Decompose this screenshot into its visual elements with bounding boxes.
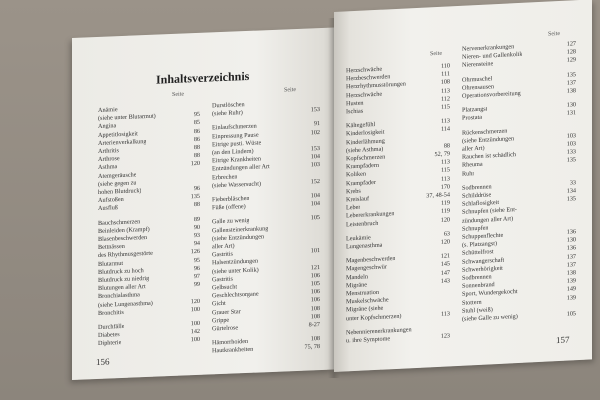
entry-page: 95: [193, 256, 200, 264]
entry-page: 153: [310, 106, 320, 114]
entry-page: 147: [440, 268, 450, 277]
entry-term: Magengeschwür: [346, 263, 387, 273]
entry-term: Arthrose: [98, 155, 120, 164]
entry-page: 88: [443, 142, 450, 150]
entry-page: 119: [440, 199, 450, 208]
entry-term: (siehe Galle zu wenig): [462, 313, 518, 323]
column-header: Seite: [548, 30, 560, 38]
entry-term: Lebererkrankungen: [346, 210, 395, 220]
entry-page: 105: [310, 280, 320, 288]
entry-page: 104: [310, 153, 320, 161]
entry-page: [573, 220, 576, 228]
entry-term: (siehe Wassersucht): [212, 180, 262, 190]
entry-term: Füße (offene): [212, 203, 246, 212]
page-title: Inhaltsverzeichnis: [156, 68, 250, 87]
entry-term: Anämie: [98, 106, 118, 114]
entry-page: 143: [440, 277, 450, 285]
entry-page: 120: [190, 297, 200, 305]
entry-term: Gelbsucht: [212, 283, 238, 292]
entry-page: 113: [440, 117, 450, 125]
entry-term: Ischias: [346, 107, 364, 116]
entry-term: Schuppenflechte: [462, 231, 504, 241]
entry-page: [447, 294, 450, 302]
entry-page: 130: [566, 101, 576, 109]
entry-page: 108: [310, 312, 320, 321]
entry-term: des Rhythmusgestörte: [98, 250, 153, 260]
entry-page: 101: [310, 247, 320, 255]
entry-page: 145: [440, 260, 450, 269]
entry-page: 108: [440, 78, 450, 87]
entry-term: aller Art): [462, 144, 485, 153]
entry-page: [447, 324, 450, 332]
entry-page: 127: [566, 40, 576, 48]
entry-page: 137: [566, 252, 576, 261]
entry-page: 99: [193, 281, 200, 289]
entry-term: Leukämie: [346, 234, 371, 243]
left-page: [72, 27, 334, 380]
entry-page: 126: [190, 248, 200, 256]
entry-page: 85: [193, 119, 200, 127]
page-number: 157: [556, 334, 570, 346]
entry-term: Herzbeschwerden: [346, 73, 391, 83]
entry-term: Muskelschwäche: [346, 296, 389, 306]
entry-page: 112: [440, 95, 450, 103]
entry-page: 152: [310, 177, 320, 186]
entry-page: 100: [190, 305, 200, 314]
entry-term: Rückenschmerzen: [462, 127, 508, 137]
entry-term: hohen Blutdruck): [98, 187, 142, 196]
entry-term: Mandeln: [346, 273, 368, 282]
entry-term: Leistenbruch: [346, 219, 379, 229]
entry-term: Schilddrüse: [462, 191, 492, 200]
entry-term: Gastritis: [212, 275, 233, 284]
entry-term: Nervenerkrankungen: [462, 43, 515, 53]
entry-page: 86: [193, 135, 200, 143]
entry-term: Gallensteinerkrankung: [212, 224, 269, 235]
entry-page: 108: [310, 335, 320, 343]
entry-term: Schwerhörigkeit: [462, 264, 503, 274]
entry-term: Kreislauf: [346, 195, 370, 204]
entry-page: 104: [310, 192, 320, 200]
entry-term: Beinleiden (Krampf): [98, 225, 150, 235]
entry-page: 135: [190, 193, 200, 201]
entry-page: 108: [310, 304, 320, 313]
entry-term: Lungenasthma: [346, 241, 383, 251]
entry-term: Hämorrhoiden: [212, 338, 249, 347]
entry-term: Sport, Wundergekocht: [462, 288, 518, 299]
entry-page: 139: [566, 277, 576, 285]
entry-term: Blasenbeschwerden: [98, 234, 148, 244]
entry-term: Krampfadern: [346, 162, 379, 171]
index-column: [98, 103, 200, 349]
entry-term: Nebennierenerkrankungen: [346, 326, 412, 337]
entry-term: Aufstoßen: [98, 196, 124, 205]
entry-term: Kinderlosigkeit: [346, 128, 385, 138]
entry-term: Gastritis: [212, 250, 233, 259]
index-column: [462, 40, 576, 324]
entry-term: Schlaflosigkeit: [462, 199, 500, 208]
entry-page: 115: [440, 103, 450, 111]
entry-page: 130: [566, 236, 576, 244]
entry-term: Einpressung Pause: [212, 131, 259, 140]
entry-term: Eitrige Krankheiten: [212, 155, 261, 165]
entry-page: [197, 103, 200, 111]
entry-page: 105: [310, 214, 320, 222]
entry-page: 113: [440, 158, 450, 167]
entry-page: 63: [443, 230, 450, 238]
entry-page: 137: [566, 78, 576, 87]
entry-page: 133: [566, 148, 576, 156]
entry-term: Bronchitis: [98, 308, 124, 317]
entry-term: Kältegefühl: [346, 121, 376, 130]
entry-page: 103: [310, 161, 320, 169]
entry-page: [197, 177, 200, 185]
entry-page: 88: [193, 201, 200, 209]
entry-term: Atemgeräusche: [98, 171, 137, 180]
entry-page: 33: [569, 179, 576, 187]
entry-page: 94: [193, 240, 200, 248]
entry-page: 139: [566, 293, 576, 302]
entry-term: Platzangst: [462, 105, 488, 114]
entry-page: 121: [440, 252, 450, 261]
entry-term: Asthma: [98, 163, 118, 172]
entry-term: zündungen aller Art): [462, 214, 514, 225]
entry-term: Angina: [98, 122, 117, 131]
entry-term: Sodbrennen: [462, 273, 492, 282]
entry-page: 134: [566, 187, 576, 195]
entry-term: Sodbrennen: [462, 183, 492, 192]
entry-page: [317, 137, 320, 145]
entry-page: 91: [313, 120, 320, 128]
entry-term: Prostata: [462, 114, 482, 123]
entry-page: [573, 302, 576, 310]
entry-term: Ruhr: [462, 169, 475, 178]
entry-page: 114: [440, 125, 450, 134]
entry-page: 95: [193, 111, 200, 119]
entry-term: Durstlöschen: [212, 101, 245, 110]
entry-term: Bauchschmerzen: [98, 217, 141, 227]
entry-term: Arterienverkalkung: [98, 137, 147, 147]
entry-page: 121: [310, 263, 320, 272]
entry-page: [197, 289, 200, 297]
entry-page: [447, 134, 450, 142]
entry-term: Husten: [346, 99, 364, 108]
entry-term: (siehe gegen zu: [98, 179, 137, 188]
right-page: [334, 0, 592, 372]
entry-term: Rheuma: [462, 161, 483, 170]
entry-term: Blutdruck zu niedrig: [98, 274, 150, 285]
entry-page: [197, 168, 200, 176]
entry-term: Sonnenbrand: [462, 281, 495, 291]
entry-term: Eitrige pusti. Wüste: [212, 139, 262, 149]
entry-page: 136: [566, 244, 576, 253]
entry-page: [317, 239, 320, 247]
entry-page: [573, 165, 576, 173]
entry-page: 96: [193, 264, 200, 272]
entry-page: 123: [440, 332, 450, 340]
entry-page: [447, 302, 450, 310]
page-number: 156: [96, 356, 110, 368]
entry-page: [573, 204, 576, 212]
entry-term: Ausfluß: [98, 204, 118, 213]
entry-term: Schwangerschaft: [462, 256, 505, 266]
entry-page: 120: [440, 215, 450, 224]
entry-page: 135: [566, 156, 576, 165]
entry-term: Durchfälle: [98, 322, 125, 332]
entry-page: 113: [440, 174, 450, 183]
entry-term: Operationsvorbereitung: [462, 89, 521, 100]
entry-page: 149: [566, 285, 576, 294]
entry-term: Galle zu wenig: [212, 217, 250, 226]
entry-page: 136: [566, 228, 576, 236]
entry-term: u. ihre Symptome: [346, 335, 391, 345]
entry-term: aller Art): [212, 242, 235, 251]
entry-page: 106: [310, 288, 320, 296]
entry-term: Arthritis: [98, 147, 119, 155]
entry-term: Erbrechen: [212, 172, 238, 182]
entry-page: [317, 170, 320, 178]
entry-term: Entzündungen aller Art: [212, 163, 270, 173]
entry-page: [573, 212, 576, 220]
entry-term: Diabetes: [98, 331, 120, 340]
entry-page: 120: [190, 160, 200, 168]
entry-term: Ohrmuschel: [462, 74, 493, 84]
entry-page: 119: [440, 207, 450, 216]
entry-page: 97: [193, 272, 200, 281]
index-column: [346, 62, 450, 345]
entry-page: 100: [190, 336, 200, 344]
entry-page: 115: [440, 166, 450, 175]
entry-term: Grauer Star: [212, 307, 241, 317]
entry-term: Krampfader: [346, 178, 376, 188]
open-book: [64, 8, 600, 390]
entry-term: Ohrensausen: [462, 82, 494, 92]
entry-term: Nierensteine: [462, 60, 494, 70]
entry-term: Geschlechtsorgane: [212, 290, 259, 300]
entry-page: 103: [566, 131, 576, 140]
entry-page: 106: [310, 271, 320, 280]
entry-page: 96: [193, 184, 200, 193]
entry-term: Herzrhythmusstörungen: [346, 80, 406, 91]
entry-term: (s. Platzangst): [462, 240, 498, 250]
entry-page: 111: [441, 70, 450, 78]
entry-page: 131: [566, 109, 576, 118]
entry-term: (siehe Entzündungen: [212, 233, 265, 243]
entry-term: Hautkrankheiten: [212, 346, 254, 355]
column-header: Seite: [172, 91, 184, 98]
entry-term: Gicht: [212, 300, 226, 308]
entry-term: Appetitlosigkeit: [98, 129, 138, 139]
entry-term: (siehe unter Blutarmut): [98, 112, 156, 123]
entry-term: (siehe Lungenasthma): [98, 299, 153, 309]
entry-page: 153: [310, 145, 320, 153]
entry-page: 120: [440, 238, 450, 246]
entry-term: Blutungen aller Art: [98, 283, 146, 293]
entry-term: Schnupfen (siehe Ent-: [462, 206, 517, 217]
entry-term: Herzschwäche: [346, 90, 383, 100]
entry-term: Menstruation: [346, 288, 379, 298]
entry-term: Blutarmut: [98, 259, 124, 268]
entry-page: 142: [190, 328, 200, 336]
entry-term: (siehe Entzündungen: [462, 135, 515, 145]
entry-term: Koliken: [346, 170, 366, 179]
entry-page: [317, 231, 320, 239]
entry-term: (an den Lindern): [212, 147, 254, 157]
entry-term: (siehe unter Kolik): [212, 266, 259, 276]
entry-term: Diphterie: [98, 339, 122, 348]
entry-term: (siehe Ruhr): [212, 109, 243, 118]
entry-term: Halsentzündungen: [212, 257, 259, 267]
entry-term: (siehe Asthma): [346, 145, 384, 155]
entry-term: Grippe: [212, 316, 230, 325]
entry-page: 90: [193, 223, 200, 231]
entry-term: Leber: [346, 203, 361, 212]
entry-term: Rauchen ist schädlich: [462, 151, 516, 161]
entry-term: Fieberbläschen: [212, 194, 250, 204]
entry-term: Kinderlähmung: [346, 137, 385, 147]
entry-term: Stottern: [462, 298, 482, 307]
entry-term: Migräne: [346, 281, 367, 290]
entry-term: Krebs: [346, 187, 361, 196]
entry-page: 75, 78: [304, 343, 320, 352]
column-header: Seite: [430, 50, 442, 58]
entry-page: 100: [190, 319, 200, 328]
entry-term: Herzschwäche: [346, 65, 383, 75]
column-header: Seite: [284, 87, 296, 94]
entry-term: Einlaufschmerzen: [212, 122, 257, 132]
entry-page: 113: [440, 86, 450, 95]
index-column: [212, 98, 320, 356]
entry-term: Bettnässen: [98, 243, 125, 252]
entry-page: 135: [566, 70, 576, 79]
entry-page: 106: [310, 296, 320, 304]
entry-term: Stuhl (weiß): [462, 306, 493, 315]
entry-page: [573, 124, 576, 132]
entry-page: [317, 223, 320, 231]
entry-page: 103: [566, 140, 576, 148]
entry-term: Schnupfen: [462, 224, 489, 233]
entry-page: 52, 79: [434, 150, 450, 159]
entry-page: 88: [193, 143, 200, 152]
entry-term: Nieren- und Gallenkolik: [462, 50, 523, 61]
entry-term: Migräne (siehe: [346, 305, 384, 314]
entry-term: Magenbeschwerden: [346, 255, 396, 265]
entry-page: 105: [566, 310, 576, 318]
entry-term: Gürtelrose: [212, 324, 239, 333]
entry-page: 138: [566, 87, 576, 95]
entry-page: 104: [310, 200, 320, 208]
entry-page: 129: [566, 56, 576, 65]
entry-page: 137: [566, 261, 576, 269]
entry-term: Kopfschmerzen: [346, 153, 386, 163]
entry-page: [447, 285, 450, 293]
entry-page: 37, 48-54: [426, 191, 450, 200]
entry-term: unter Kopfschmerzen): [346, 312, 402, 323]
entry-page: 110: [440, 62, 450, 70]
entry-page: 93: [193, 231, 200, 240]
entry-term: Schüttelfrost: [462, 248, 494, 258]
entry-page: 8-27: [308, 321, 320, 329]
entry-page: 88: [193, 152, 200, 160]
entry-page: 89: [193, 215, 200, 223]
entry-page: 102: [310, 128, 320, 137]
entry-term: Bronchialasthma: [98, 291, 140, 301]
entry-page: [317, 98, 320, 106]
entry-page: 113: [440, 310, 450, 318]
entry-page: 170: [440, 183, 450, 191]
entry-page: 138: [566, 269, 576, 277]
entry-page: 135: [566, 195, 576, 203]
entry-term: Blutdruck zu hoch: [98, 266, 144, 276]
entry-page: 128: [566, 48, 576, 56]
entry-page: [317, 255, 320, 263]
entry-page: 86: [193, 127, 200, 135]
